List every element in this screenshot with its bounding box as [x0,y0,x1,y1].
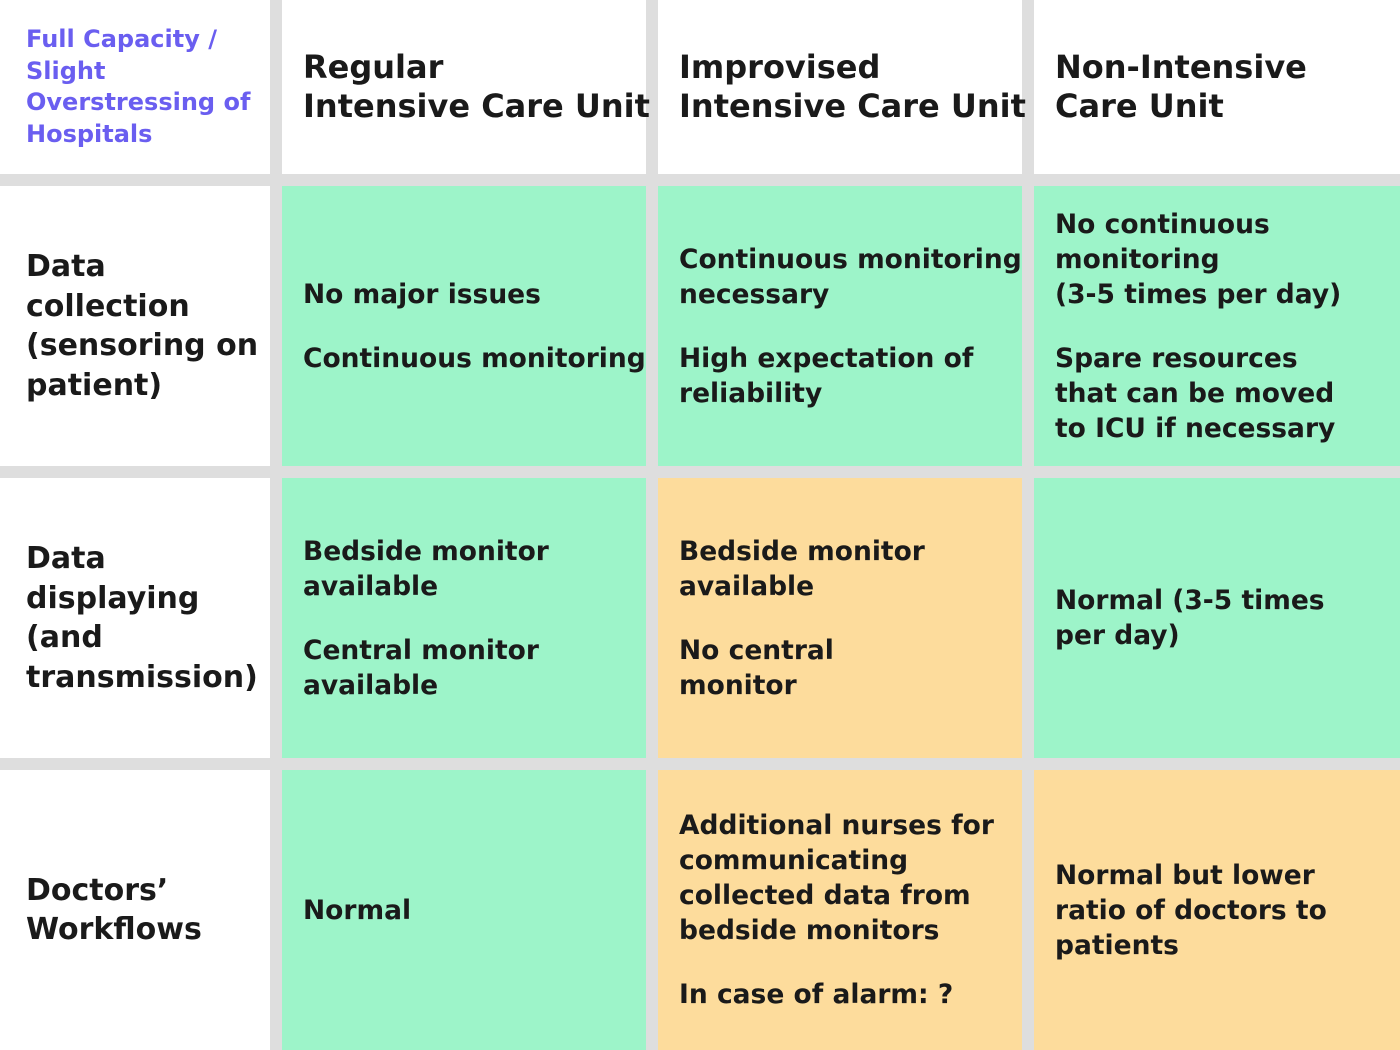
cell-line: Central monitor [303,634,539,666]
row-header-line: displaying [26,580,200,616]
cell-paragraph [679,633,1004,703]
cell-line: Normal but lower [1055,859,1315,891]
column-header-line: Regular [303,48,444,86]
row-header-line: patient) [26,367,163,403]
row-header-line: Workflows [26,912,202,947]
cell-paragraph [679,534,1004,604]
table-cell [1034,478,1400,758]
table-cell [658,186,1022,466]
cell-paragraph [679,242,1022,312]
cell-paragraph [679,977,1004,1012]
row-header-data-collection [0,186,270,466]
cell-line: available [303,570,439,602]
cell-line: communicating [679,845,909,876]
row-header-data-displaying [0,478,270,758]
cell-line: Bedside monitor [303,535,549,567]
cell-paragraph [303,534,628,604]
corner-label-line: Overstressing of [26,88,251,116]
column-header-line: Intensive Care Unit [303,87,650,125]
cell-line: No continuous [1055,208,1270,240]
table-cell [282,186,646,466]
table-cell [282,770,646,1050]
cell-line: bedside monitors [679,915,940,946]
table-cell [1034,770,1400,1050]
row-header-line: Data [26,541,106,576]
cell-line: collected data from [679,880,971,911]
column-header-regular-icu [282,0,650,174]
cell-line: Normal (3-5 times [1055,585,1325,616]
row-header-line: (and [26,620,103,655]
corner-label-line: Hospitals [26,119,153,148]
table-cell [658,770,1022,1050]
cell-line: necessary [679,278,830,310]
cell-line: ratio of doctors to [1055,894,1327,926]
cell-paragraph [1055,341,1382,446]
cell-line: (3-5 times per day) [1055,278,1342,310]
cell-line: monitor [679,669,797,701]
table-cell [282,478,646,758]
cell-line: No central [679,634,834,666]
cell-line: that can be moved [1055,377,1335,409]
cell-paragraph [679,341,1004,411]
cell-line: Continuous monitoring [679,243,1022,275]
cell-line: patients [1055,929,1179,961]
column-header-non-intensive-unit [1034,0,1400,174]
cell-paragraph [303,893,628,928]
cell-paragraph [1055,207,1382,312]
column-header-line: Intensive Care Unit [679,87,1026,125]
row-header-line: Doctors’ [26,872,169,908]
corner-label-line: Slight [26,56,106,85]
cell-paragraph [303,277,628,312]
cell-line: available [303,669,439,701]
row-header-line: collection [26,288,190,324]
table-cell [1034,186,1400,466]
column-header-line: Non-Intensive [1055,48,1307,86]
column-header-improvised-icu [658,0,1026,174]
cell-paragraph [303,633,628,703]
cell-line: Additional nurses for [679,810,994,841]
cell-paragraph [303,341,646,376]
cell-line: Normal [303,894,412,926]
cell-line: Spare resources [1055,342,1298,374]
corner-label [0,0,270,174]
cell-line: per day) [1055,620,1180,651]
cell-paragraph [1055,858,1382,963]
cell-line: High expectation of [679,342,974,374]
table-cell [658,478,1022,758]
column-header-line: Care Unit [1055,87,1224,125]
row-header-line: Data [26,249,106,284]
cell-line: available [679,570,815,602]
cell-line: Continuous monitoring [303,342,646,374]
cell-line: to ICU if necessary [1055,412,1336,444]
row-header-line: (sensoring on [26,328,259,363]
cell-line: monitoring [1055,243,1220,275]
cell-paragraph [1055,583,1382,653]
row-header-doctors-workflows [0,770,270,1050]
row-header-line: transmission) [26,659,258,695]
cell-line: reliability [679,377,823,409]
corner-label-line: Full Capacity / [26,25,217,53]
cell-paragraph [679,808,1004,948]
cell-line: Bedside monitor [679,535,925,567]
cell-line: No major issues [303,278,541,310]
cell-line: In case of alarm: ? [679,979,954,1010]
column-header-line: Improvised [679,48,881,86]
